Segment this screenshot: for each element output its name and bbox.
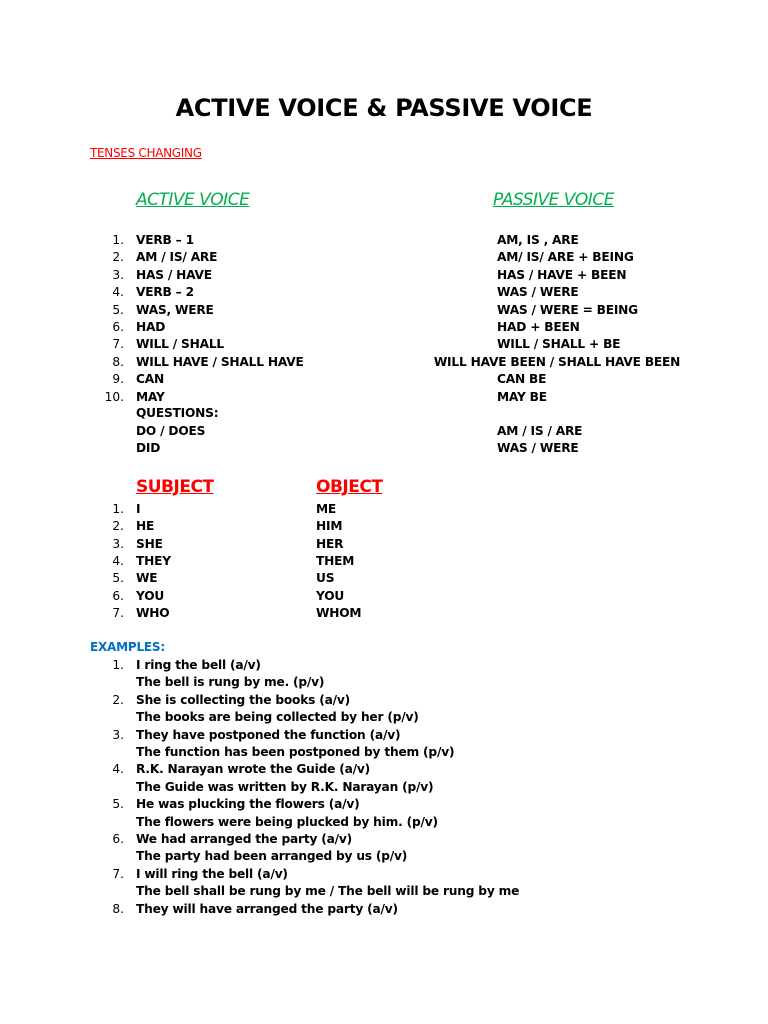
example-passive: The party had been arranged by us (p/v) [136,849,408,864]
tense-active: VERB – 2 [136,285,194,300]
example-number: 7. [112,866,124,881]
object-pronoun: THEM [316,553,355,568]
example-active: They will have arranged the party (a/v) [136,901,398,916]
example-passive: The books are being collected by her (p/v) [136,710,419,725]
tense-passive: WILL / SHALL + BE [497,337,621,352]
example-number: 2. [112,692,124,707]
active-voice-header: ACTIVE VOICE [136,190,250,210]
page-title: ACTIVE VOICE & PASSIVE VOICE [175,94,593,122]
tense-active: HAS / HAVE [136,267,212,282]
example-number: 5. [112,797,124,812]
pronoun-number: 2. [112,519,124,534]
pronoun-number: 5. [112,571,124,586]
examples-label: EXAMPLES: [90,640,165,654]
tense-active: HAD [136,320,166,334]
question-passive: WAS / WERE [497,441,579,456]
tense-number: 7. [112,337,124,352]
tense-passive: WILL HAVE BEEN / SHALL HAVE BEEN [433,354,681,369]
tense-number: 10. [104,389,124,404]
tense-number: 5. [112,302,124,317]
tense-passive: MAY BE [497,389,547,404]
example-active: I ring the bell (a/v) [136,658,261,672]
tense-active: WILL / SHALL [136,337,224,352]
questions-label: QUESTIONS: [136,406,219,420]
tense-number: 6. [112,320,124,334]
example-active: He was plucking the flowers (a/v) [136,797,360,812]
subject-pronoun: WHO [136,605,170,620]
tense-number: 1. [112,233,124,247]
tense-passive: WAS / WERE = BEING [497,302,638,317]
object-pronoun: YOU [316,588,345,603]
object-pronoun: US [316,571,335,586]
example-active: R.K. Narayan wrote the Guide (a/v) [136,762,370,777]
example-active: They have postponed the function (a/v) [136,727,401,742]
tense-active: VERB – 1 [136,233,194,247]
example-number: 1. [112,658,124,672]
subject-pronoun: WE [136,571,158,586]
example-active: She is collecting the books (a/v) [136,692,350,707]
example-number: 4. [112,762,124,777]
tense-number: 9. [112,372,124,387]
example-passive: The bell is rung by me. (p/v) [136,675,325,690]
tense-number: 3. [112,267,124,282]
tense-active: CAN [136,372,164,387]
tense-passive: HAS / HAVE + BEEN [497,267,627,282]
tense-passive: AM/ IS/ ARE + BEING [497,250,634,265]
pronoun-number: 4. [112,553,124,568]
question-active: DID [136,441,161,456]
subject-header: SUBJECT [136,477,214,497]
tense-active: WILL HAVE / SHALL HAVE [136,354,304,369]
tense-passive: AM, IS , ARE [497,233,579,247]
pronoun-number: 7. [112,605,124,620]
tense-active: MAY [136,389,165,404]
object-header: OBJECT [316,477,383,497]
question-active: DO / DOES [136,424,206,438]
example-passive: The function has been postponed by them (p/v) [136,745,455,759]
pronoun-number: 6. [112,588,124,603]
tense-number: 2. [112,250,124,265]
example-number: 3. [112,727,124,742]
object-pronoun: HER [316,536,344,551]
tense-active: AM / IS/ ARE [136,250,218,265]
question-passive: AM / IS / ARE [497,424,583,438]
example-passive: The Guide was written by R.K. Narayan (p/v) [136,779,434,794]
subject-pronoun: THEY [136,553,171,568]
subject-pronoun: HE [136,519,155,534]
example-passive: The bell shall be rung by me / The bell will be rung by me [136,884,520,899]
tense-number: 4. [112,285,124,300]
subject-pronoun: SHE [136,536,163,551]
pronoun-number: 1. [112,502,124,516]
example-active: I will ring the bell (a/v) [136,866,288,881]
object-pronoun: WHOM [316,605,362,620]
object-pronoun: HIM [316,519,343,534]
example-passive: The flowers were being plucked by him. (p/v) [136,814,438,829]
tense-number: 8. [112,354,124,369]
passive-voice-header: PASSIVE VOICE [493,190,614,210]
example-number: 8. [112,901,124,916]
example-active: We had arranged the party (a/v) [136,832,353,846]
object-pronoun: ME [316,502,337,516]
subject-pronoun: YOU [136,588,165,603]
tense-active: WAS, WERE [136,302,214,317]
example-number: 6. [112,832,124,846]
tense-passive: HAD + BEEN [497,320,580,334]
tense-passive: CAN BE [497,372,547,387]
tense-passive: WAS / WERE [497,285,579,300]
pronoun-number: 3. [112,536,124,551]
tenses-changing-heading: TENSES CHANGING [90,146,202,160]
subject-pronoun: I [136,502,141,516]
